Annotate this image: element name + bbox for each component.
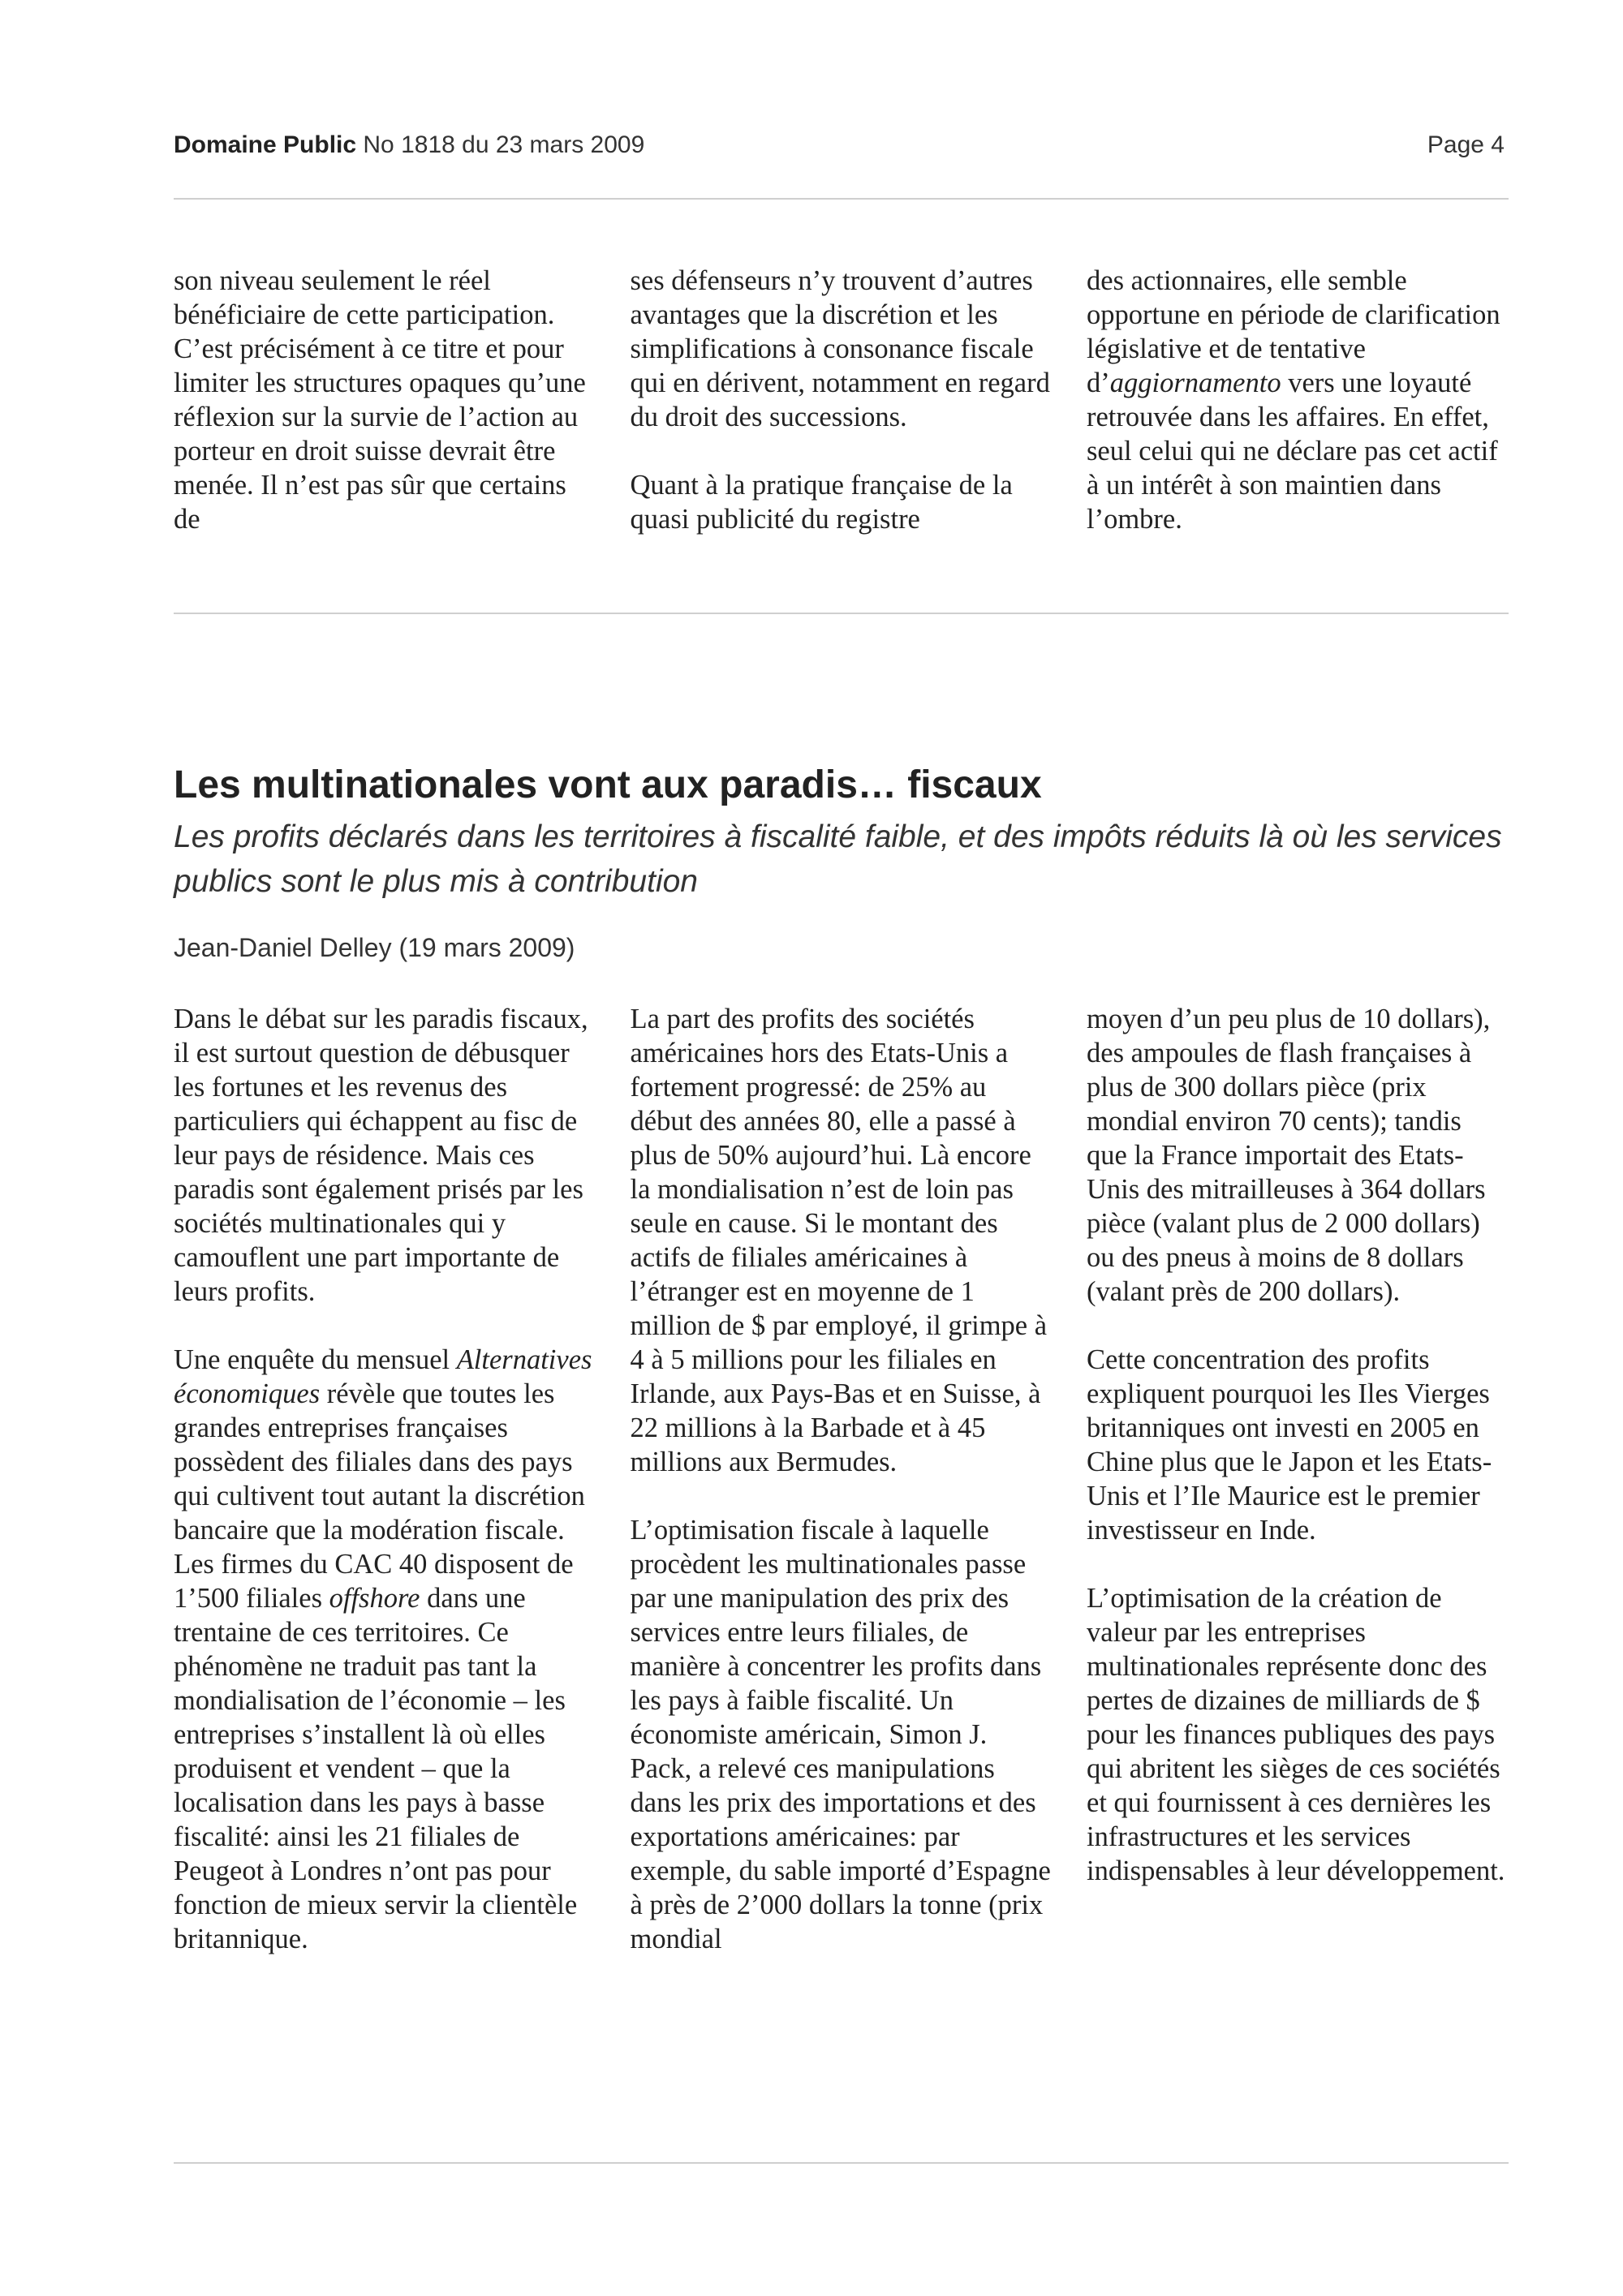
- paragraph: ses défenseurs n’y trouvent d’autres avantages que la discrétion et les simplifications à consonance fiscale qui en dérivent, notamment en regard du droit des successions.: [630, 265, 1050, 432]
- footer-divider: [174, 2162, 1509, 2164]
- publication-name: Domaine Public: [174, 131, 357, 158]
- paragraph: des actionnaires, elle semble opportune en période de clarification législative et de tentative d’aggiornamento vers une loyauté retrouvée dans les affaires. En effet, seul celui qui ne déclare pas cet actif à un intérêt à son maintien dans l’ombre.: [1087, 265, 1500, 535]
- article-column-1: [174, 1002, 596, 1956]
- italic-title: Alternatives économiques: [174, 1344, 592, 1409]
- paragraph: Quant à la pratique française de la quasi publicité du registre: [630, 470, 1013, 535]
- page-number: Page 4: [1427, 131, 1505, 158]
- paragraph: Dans le débat sur les paradis fiscaux, il est surtout question de débusquer les fortunes et les revenus des particuliers qui échappent au fisc de leur pays de résidence. Mais ces paradis sont également prisés par les sociétés multinationales qui y camouflent une part importante de leurs profits.: [174, 1004, 588, 1307]
- article-column-2: [631, 1002, 1053, 1956]
- paragraph: son niveau seulement le réel bénéficiaire de cette participation. C’est précisément à ce titre et pour limiter les structures opaques qu’une réflexion sur la survie de l’action au porteur en droit suisse devrait être menée. Il n’est pas sûr que certains de: [174, 265, 586, 535]
- article-title: Les multinationales vont aux paradis… fiscaux: [174, 763, 1042, 806]
- paragraph: L’optimisation de la création de valeur par les entreprises multinationales représente donc des pertes de dizaines de milliards de $ pour les finances publiques des pays qui abritent les sièges de ces sociétés et qui fournissent à ces dernières les infrastructures et les services indispensables à leur développement.: [1087, 1583, 1505, 1886]
- article-byline: Jean-Daniel Delley (19 mars 2009): [174, 933, 575, 962]
- article-columns: [174, 1002, 1509, 1956]
- paragraph: moyen d’un peu plus de 10 dollars), des ampoules de flash françaises à plus de 300 dollars pièce (prix mondial environ 70 cents); tandis que la France importait des Etats-Unis des mitrailleuses à 364 dollars pièce (valant plus de 2 000 dollars) ou des pneus à moins de 8 dollars (valant près de 200 dollars).: [1087, 1004, 1491, 1307]
- article-column-3: [1087, 1002, 1509, 1956]
- previous-article-column-1: [174, 264, 596, 536]
- article-subtitle: Les profits déclarés dans les territoires à fiscalité faible, et des impôts réduits là où les services publics sont le plus mis à contribution: [174, 819, 1502, 899]
- paragraph: L’optimisation fiscale à laquelle procèdent les multinationales passe par une manipulation des prix des services entre leurs filiales, de manière à concentrer les profits dans les pays à faible fiscalité. Un économiste américain, Simon J. Pack, a relevé ces manipulations dans les prix des importations et des exportations américaines: par exemple, du sable importé d’Espagne à près de 2’000 dollars la tonne (prix mondial: [630, 1515, 1051, 1954]
- page-header-left: [174, 131, 644, 159]
- paragraph: Une enquête du mensuel Alternatives économiques révèle que toutes les grandes entreprises françaises possèdent des filiales dans des pays qui cultivent tout autant la discrétion bancaire que la modération fiscale. Les firmes du CAC 40 disposent de 1’500 filiales offshore dans une trentaine de ces territoires. Ce phénomène ne traduit pas tant la mondialisation de l’économie – les entreprises s’installent là où elles produisent et vendent – que la localisation dans les pays à basse fiscalité: ainsi les 21 filiales de Peugeot à Londres n’ont pas pour fonction de mieux servir la clientèle britannique.: [174, 1344, 592, 1954]
- header-divider: [174, 198, 1509, 200]
- italic-term: offshore: [329, 1583, 420, 1614]
- issue-info: No 1818 du 23 mars 2009: [363, 131, 645, 158]
- section-divider: [174, 613, 1509, 614]
- paragraph: Cette concentration des profits expliquent pourquoi les Iles Vierges britanniques ont investi en 2005 en Chine plus que le Japon et les Etats-Unis et l’Ile Maurice est le premier investisseur en Inde.: [1087, 1344, 1492, 1546]
- previous-article-columns: [174, 264, 1509, 536]
- italic-term: aggiornamento: [1109, 368, 1281, 398]
- paragraph: La part des profits des sociétés américaines hors des Etats-Unis a fortement progressé: de 25% au début des années 80, elle a passé à plus de 50% aujourd’hui. Là encore la mondialisation n’est de loin pas seule en cause. Si le montant des actifs de filiales américaines à l’étranger est en moyenne de 1 million de $ par employé, il grimpe à 4 à 5 millions pour les filiales en Irlande, aux Pays-Bas et en Suisse, à 22 millions à la Barbade et à 45 millions aux Bermudes.: [630, 1004, 1048, 1477]
- previous-article-column-2: [631, 264, 1053, 536]
- previous-article-column-3: [1087, 264, 1509, 536]
